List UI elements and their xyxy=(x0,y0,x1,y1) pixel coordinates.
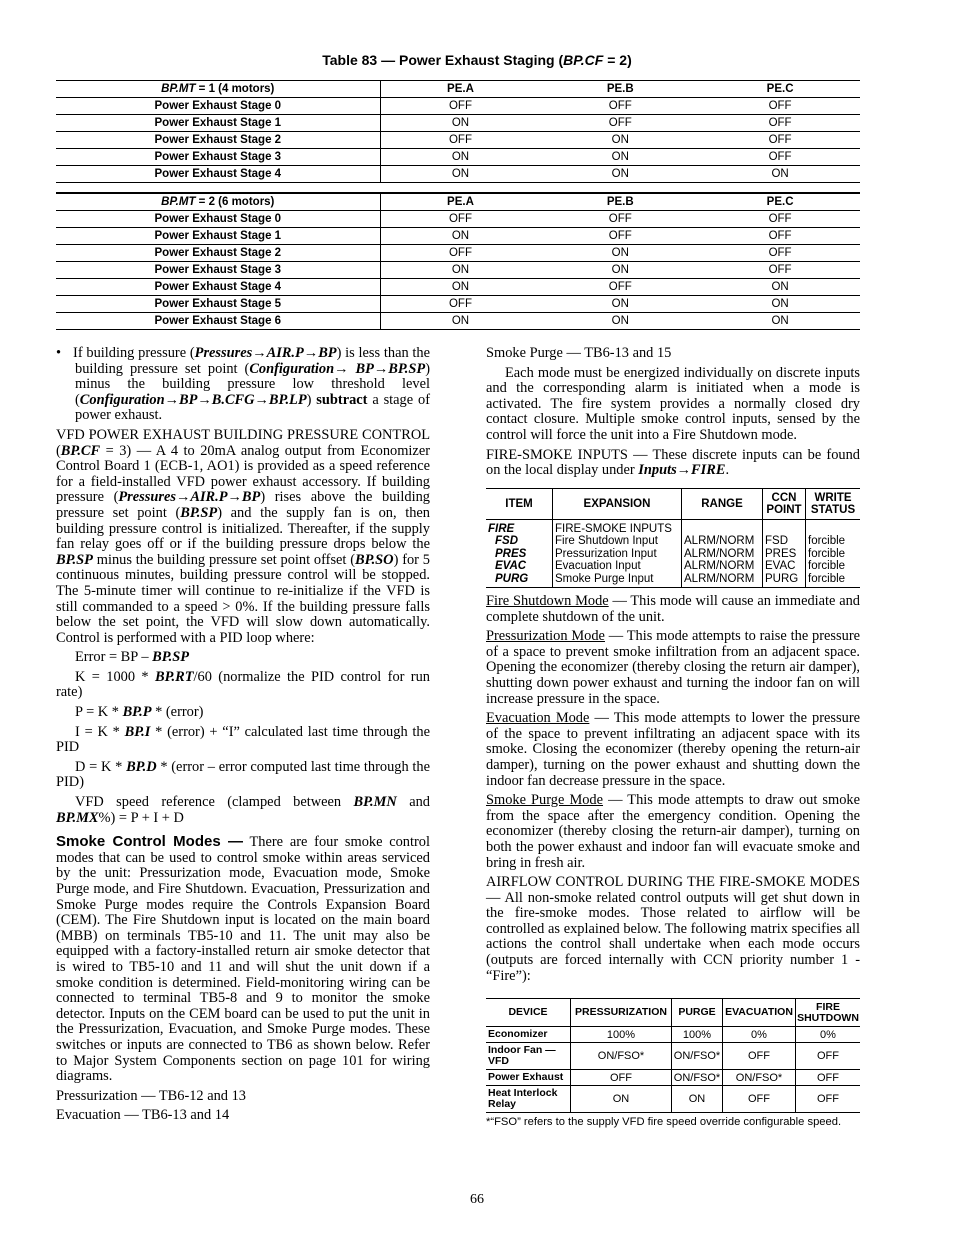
variable: BP.I xyxy=(124,723,151,740)
bullet: • xyxy=(56,345,62,361)
section-heading: Smoke Control Modes — xyxy=(56,833,244,851)
ccn-point: FSD xyxy=(763,535,806,547)
text: — This mode attempts to lower the pressure of the space to prevent infiltrating an adjacent space with its smoke. Closing the economizer (thereby opening the return-air damper), turning on the power exhaust and shutting down the indoor fan decrease pressure in the space. xyxy=(486,710,860,789)
pe-b-value: ON xyxy=(540,245,700,262)
fire-smoke-inputs-paragraph xyxy=(486,448,860,479)
variable: BP.SP xyxy=(152,649,190,666)
pe-a-value: ON xyxy=(380,313,540,330)
column-header-pe-c: PE.C xyxy=(700,81,860,98)
write-status: forcible xyxy=(808,560,846,573)
mode-title: Fire Shutdown Mode xyxy=(486,593,609,609)
table-row xyxy=(56,313,860,330)
power-exhaust-table-6-motors xyxy=(56,192,860,330)
text: ) is less than the building pressure set point ( xyxy=(75,345,430,377)
fire-shutdown-value: 0% xyxy=(796,1027,861,1043)
purge-value: ON/FSO* xyxy=(672,1043,723,1070)
device-name: Indoor Fan — VFD xyxy=(486,1043,571,1070)
purge-value: ON/FSO* xyxy=(672,1070,723,1086)
pe-b-value: OFF xyxy=(540,211,700,228)
right-column-top xyxy=(486,346,860,483)
variable: BP.P xyxy=(122,704,152,721)
bullet-subtract-stage xyxy=(56,346,430,424)
stage-label: Power Exhaust Stage 5 xyxy=(56,296,380,313)
text: There are four smoke control modes that can be used to control smoke within areas serviced by the unit: Pressurization mode, Evacuation mode, Smoke Purge mode, and Fire Shutdown. Evacuation, Pressurization and Smoke Purge modes require the Controls Expansion Board (CEM). The Fire Shutdown input is located on the main board (MBB) on terminals TB5-10 and 11. The unit may also be equipped with a factory-installed return air smoke detector that is wired to TB5-10 and 11 and will shut the unit down if a smoke condition is determined. Field-monitoring wiring can be connected to terminal TB5-8 and 9 to monitor the smoke detector. Inputs on the CEM board can be used to put the unit in the Pressurization, Evacuation, and Smoke Purge modes. These switches or inputs are connected to TB6 as shown below. Refer to Major System Components section on page 101 for wiring diagrams. xyxy=(56,834,430,1085)
text: K = 1000 * xyxy=(75,668,155,685)
variable: BP.RT xyxy=(155,668,194,685)
text: /60 (normalize the PID control for run rate) xyxy=(56,668,430,701)
text: . xyxy=(725,462,730,479)
pe-a-value: OFF xyxy=(380,98,540,115)
variable: Pressures→AIR.P→BP xyxy=(194,345,337,361)
power-exhaust-table-4-motors xyxy=(56,80,860,183)
text: a stage of power exhaust. xyxy=(75,391,430,424)
d-formula xyxy=(56,760,430,791)
fire-smoke-inputs-table xyxy=(486,488,860,588)
write-status: forcible xyxy=(808,535,846,548)
item-code: PRES xyxy=(486,548,553,560)
text: ) xyxy=(306,391,317,408)
pe-c-value: OFF xyxy=(700,228,860,245)
range-value xyxy=(682,520,763,536)
header-item: ITEM xyxy=(486,489,553,520)
range-value: ALRM/NORM xyxy=(682,573,763,588)
expansion-text: Pressurization Input xyxy=(553,548,682,560)
mode-title: Smoke Purge Mode xyxy=(486,792,604,809)
variable: BP.CF xyxy=(60,442,101,459)
pe-a-value: ON xyxy=(380,228,540,245)
title-text: Table 83 — Power Exhaust Staging ( xyxy=(322,52,564,68)
table-row xyxy=(486,1027,860,1043)
pe-b-value: ON xyxy=(540,166,700,183)
table-row xyxy=(56,115,860,132)
device-name: Heat Interlock Relay xyxy=(486,1086,571,1113)
table-header-row xyxy=(56,81,860,98)
smoke-control-modes-paragraph xyxy=(56,834,430,1085)
smoke-purge-terminals: Smoke Purge — TB6-13 and 15 xyxy=(486,345,672,361)
header-variable: BP.MT xyxy=(161,83,196,95)
pressurization-terminals: Pressurization — TB6-12 and 13 xyxy=(56,1087,246,1104)
pe-c-value: OFF xyxy=(700,262,860,279)
write-status: forcible xyxy=(808,547,846,560)
airflow-control-paragraph: AIRFLOW CONTROL DURING THE FIRE-SMOKE MODES — All non-smoke related control outputs will get shut down in the fire-smoke modes. Those related to airflow will be controlled as explained below. The following matrix specifies all actions the control shall undertake when each mode occurs (outputs are forced internally with CCN priority number 1 - “Fire”): xyxy=(486,874,860,984)
text: minus the building pressure set point offset ( xyxy=(92,551,356,568)
pe-c-value: OFF xyxy=(700,98,860,115)
left-column xyxy=(56,346,430,1128)
variable: Configuration→ BP→BP.SP xyxy=(249,360,426,377)
evacuation-value: 0% xyxy=(723,1027,796,1043)
pe-a-value: ON xyxy=(380,166,540,183)
fire-shutdown-value: OFF xyxy=(796,1086,861,1113)
evacuation-value: OFF xyxy=(723,1086,796,1113)
table-row xyxy=(486,560,860,572)
text: = 3) — A 4 to 20mA analog output from Economizer Control Board 1 (ECB-1, AO1) is provided as a speed reference for a field-installed VFD power exhaust accessory. If building pressure ( xyxy=(56,442,430,506)
ccn-point xyxy=(763,520,806,536)
text: ) and the supply fan is on, then building pressure control is initialized. Thereafter, if the supply fan relay goes off or if the building pressure drops below the xyxy=(56,504,431,553)
expansion-text: FIRE-SMOKE INPUTS xyxy=(553,520,682,536)
header-line: SHUTDOWN xyxy=(797,1011,859,1024)
write-status xyxy=(806,520,861,536)
column-header-pe-a: PE.A xyxy=(380,193,540,211)
table-row xyxy=(56,98,860,115)
pe-b-value: ON xyxy=(540,132,700,149)
header-ccn-point xyxy=(763,489,806,520)
purge-value: 100% xyxy=(672,1027,723,1043)
range-value: ALRM/NORM xyxy=(682,535,763,547)
fire-shutdown-mode-paragraph xyxy=(486,594,860,625)
fire-shutdown-value: OFF xyxy=(796,1043,861,1070)
expansion-text: Evacuation Input xyxy=(553,560,682,572)
table-83-title xyxy=(0,52,954,68)
text: ) minus the building pressure low threshold level ( xyxy=(75,360,430,408)
title-text-end: = 2) xyxy=(603,52,632,68)
variable: BP.MN xyxy=(353,794,397,811)
table-row xyxy=(486,535,860,547)
stage-label: Power Exhaust Stage 3 xyxy=(56,262,380,279)
evacuation-value: OFF xyxy=(723,1043,796,1070)
stage-label: Power Exhaust Stage 2 xyxy=(56,132,380,149)
device-name: Economizer xyxy=(486,1027,571,1043)
vfd-power-exhaust-paragraph xyxy=(56,428,430,646)
pe-a-value: OFF xyxy=(380,132,540,149)
pe-c-value: OFF xyxy=(700,132,860,149)
header-evacuation: EVACUATION xyxy=(723,999,796,1027)
header-line: POINT xyxy=(766,504,802,516)
stage-label: Power Exhaust Stage 4 xyxy=(56,166,380,183)
evacuation-terminals: Evacuation — TB6-13 and 14 xyxy=(56,1107,230,1124)
expansion-text: Smoke Purge Input xyxy=(553,573,682,588)
section-header xyxy=(56,81,380,98)
device-action-table xyxy=(486,998,860,1113)
text: FIRE-SMOKE INPUTS — These discrete inputs can be found on the local display under xyxy=(486,446,860,479)
variable: BP.SP xyxy=(180,504,218,521)
ccn-point: EVAC xyxy=(763,560,806,572)
pe-c-value: OFF xyxy=(700,149,860,166)
title-variable: BP.CF xyxy=(563,52,604,68)
header-line: STATUS xyxy=(810,504,856,516)
each-mode-paragraph: Each mode must be energized individually on discrete inputs and the corresponding alarm is initiated when a mode is activated. The fire system provides a normally closed dry contact closure. Multiple smoke control inputs, sensed by the control will force the unit into a Fire Shutdown mode. xyxy=(486,364,860,443)
k-formula xyxy=(56,670,430,701)
header-device: DEVICE xyxy=(486,999,571,1027)
p-formula xyxy=(56,705,430,721)
header-range: RANGE xyxy=(682,489,763,520)
variable: BP.SO xyxy=(355,551,394,568)
header-expansion: EXPANSION xyxy=(553,489,682,520)
table-row xyxy=(56,279,860,296)
device-name: Power Exhaust xyxy=(486,1070,571,1086)
pe-c-value: ON xyxy=(700,313,860,330)
text: %) = P + I + D xyxy=(98,809,184,826)
write-status: forcible xyxy=(806,573,861,588)
vfd-speed-reference xyxy=(56,795,430,826)
item-code: PURG xyxy=(486,573,553,588)
pe-c-value: ON xyxy=(700,166,860,183)
pe-c-value: OFF xyxy=(700,245,860,262)
pressurization-mode-paragraph xyxy=(486,629,860,707)
item-code: FSD xyxy=(486,535,553,547)
text: — This mode will cause an immediate and complete shutdown of the unit. xyxy=(486,593,860,625)
pressurization-value: OFF xyxy=(571,1070,672,1086)
footnote: *“FSO” refers to the supply VFD fire speed override configurable speed. xyxy=(486,1116,842,1128)
table-row xyxy=(56,211,860,228)
table-header-row xyxy=(486,999,860,1027)
pressurization-value: ON/FSO* xyxy=(571,1043,672,1070)
pe-a-value: OFF xyxy=(380,211,540,228)
variable: Configuration→BP→B.CFG→BP.LP xyxy=(79,391,307,408)
text: I = K * xyxy=(75,723,125,740)
pe-c-value: ON xyxy=(700,296,860,313)
header-fire-shutdown xyxy=(796,999,861,1027)
stage-label: Power Exhaust Stage 0 xyxy=(56,211,380,228)
header-line: WRITE xyxy=(814,492,852,504)
stage-label: Power Exhaust Stage 1 xyxy=(56,115,380,132)
ccn-point: PRES xyxy=(763,548,806,560)
table-row xyxy=(56,149,860,166)
pe-a-value: ON xyxy=(380,262,540,279)
pe-b-value: ON xyxy=(540,149,700,166)
stage-label: Power Exhaust Stage 4 xyxy=(56,279,380,296)
pe-c-value: OFF xyxy=(700,211,860,228)
range-value: ALRM/NORM xyxy=(682,560,763,572)
table-row xyxy=(486,1043,860,1070)
pe-b-value: ON xyxy=(540,262,700,279)
table-header-row xyxy=(56,193,860,211)
mode-title: Pressurization Mode xyxy=(486,628,605,645)
table-row xyxy=(486,1086,860,1113)
stage-label: Power Exhaust Stage 2 xyxy=(56,245,380,262)
evacuation-value: ON/FSO* xyxy=(723,1070,796,1086)
variable: BP.D xyxy=(126,758,157,775)
header-line: FIRE xyxy=(816,1000,840,1013)
text: ) rises above the building pressure set point ( xyxy=(56,489,430,521)
header-write-status xyxy=(806,489,861,520)
table-row xyxy=(56,296,860,313)
fire-shutdown-value: OFF xyxy=(796,1070,861,1086)
stage-label: Power Exhaust Stage 1 xyxy=(56,228,380,245)
i-formula xyxy=(56,725,430,756)
column-header-pe-c: PE.C xyxy=(700,193,860,211)
header-pressurization: PRESSURIZATION xyxy=(571,999,672,1027)
stage-label: Power Exhaust Stage 3 xyxy=(56,149,380,166)
item-code: EVAC xyxy=(486,560,553,572)
text: If building pressure ( xyxy=(73,345,195,361)
header-text: = 1 (4 motors) xyxy=(195,83,275,95)
header-text: = 2 (6 motors) xyxy=(195,196,275,208)
stage-label: Power Exhaust Stage 0 xyxy=(56,98,380,115)
column-header-pe-b: PE.B xyxy=(540,193,700,211)
text: — This mode attempts to raise the pressure of a space to prevent smoke infiltration from an adjacent space. Opening the economizer (thereby closing the return air damper), shutting down power exhaust and turning the indoor fan on will increase pressure in the space. xyxy=(486,628,860,707)
section-header xyxy=(56,193,380,211)
expansion-text: Fire Shutdown Input xyxy=(553,535,682,547)
table-row xyxy=(56,245,860,262)
table-row xyxy=(486,573,860,588)
table-row xyxy=(486,1070,860,1086)
pe-b-value: ON xyxy=(540,296,700,313)
bold-text: subtract xyxy=(316,391,368,408)
pe-b-value: ON xyxy=(540,313,700,330)
text: — This mode attempts to draw out smoke from the space after the emergency condition. Opening the economizer (thereby closing the return-air damper), turning on both the power exhaust and indoor fan will evacuate smoke and bring in fresh air. xyxy=(486,792,860,871)
pe-a-value: ON xyxy=(380,115,540,132)
text: VFD POWER EXHAUST BUILDING PRESSURE CONTROL ( xyxy=(56,426,430,459)
header-line: CCN xyxy=(771,492,797,504)
pe-a-value: OFF xyxy=(380,245,540,262)
stage-label: Power Exhaust Stage 6 xyxy=(56,313,380,330)
table-row xyxy=(56,166,860,183)
pressurization-value: ON xyxy=(571,1086,672,1113)
table-row xyxy=(56,262,860,279)
text: P = K * xyxy=(75,704,123,721)
smoke-purge-mode-paragraph xyxy=(486,793,860,871)
column-header-pe-a: PE.A xyxy=(380,81,540,98)
item-code: FIRE xyxy=(486,520,553,536)
evacuation-mode-paragraph xyxy=(486,711,860,789)
text: * (error) + “I” calculated last time through the PID xyxy=(56,723,430,756)
text: Error = BP – xyxy=(75,649,153,666)
text: * (error) xyxy=(151,704,204,721)
pressurization-value: 100% xyxy=(571,1027,672,1043)
ccn-point: PURG xyxy=(763,573,806,588)
text: VFD speed reference (clamped between xyxy=(75,794,354,811)
mode-title: Evacuation Mode xyxy=(486,710,590,727)
table-header-row xyxy=(486,489,860,520)
pe-b-value: OFF xyxy=(540,279,700,296)
text: ) for 5 continuous minutes, building pressure control will be stopped. The 5-minute timer will continue to re-initialize if the VFD is still commanded to a speed > 0%. If the building pressure falls below the set point, the VFD will slow down automatically. Control is performed with a PID loop where: xyxy=(56,551,430,646)
error-formula xyxy=(56,650,430,666)
range-value: ALRM/NORM xyxy=(682,548,763,560)
text: and xyxy=(396,794,430,811)
pe-c-value: OFF xyxy=(700,115,860,132)
text: D = K * xyxy=(75,758,127,775)
variable: Pressures→AIR.P→BP xyxy=(118,489,261,506)
pe-b-value: OFF xyxy=(540,98,700,115)
page-number: 66 xyxy=(470,1192,484,1207)
purge-value: ON xyxy=(672,1086,723,1113)
pe-b-value: OFF xyxy=(540,115,700,132)
text: * (error – error computed last time through the PID) xyxy=(56,758,430,791)
variable: BP.MX xyxy=(56,809,99,826)
table-row xyxy=(486,548,860,560)
table-row xyxy=(56,228,860,245)
header-variable: BP.MT xyxy=(161,196,196,208)
column-header-pe-b: PE.B xyxy=(540,81,700,98)
pe-a-value: ON xyxy=(380,149,540,166)
right-column-modes xyxy=(486,594,860,988)
table-row xyxy=(486,520,860,536)
table-row xyxy=(56,132,860,149)
pe-c-value: ON xyxy=(700,279,860,296)
header-purge: PURGE xyxy=(672,999,723,1027)
variable: BP.SP xyxy=(56,551,93,568)
pe-a-value: OFF xyxy=(380,296,540,313)
pe-b-value: OFF xyxy=(540,228,700,245)
pe-a-value: ON xyxy=(380,279,540,296)
variable: Inputs→FIRE xyxy=(638,462,726,479)
